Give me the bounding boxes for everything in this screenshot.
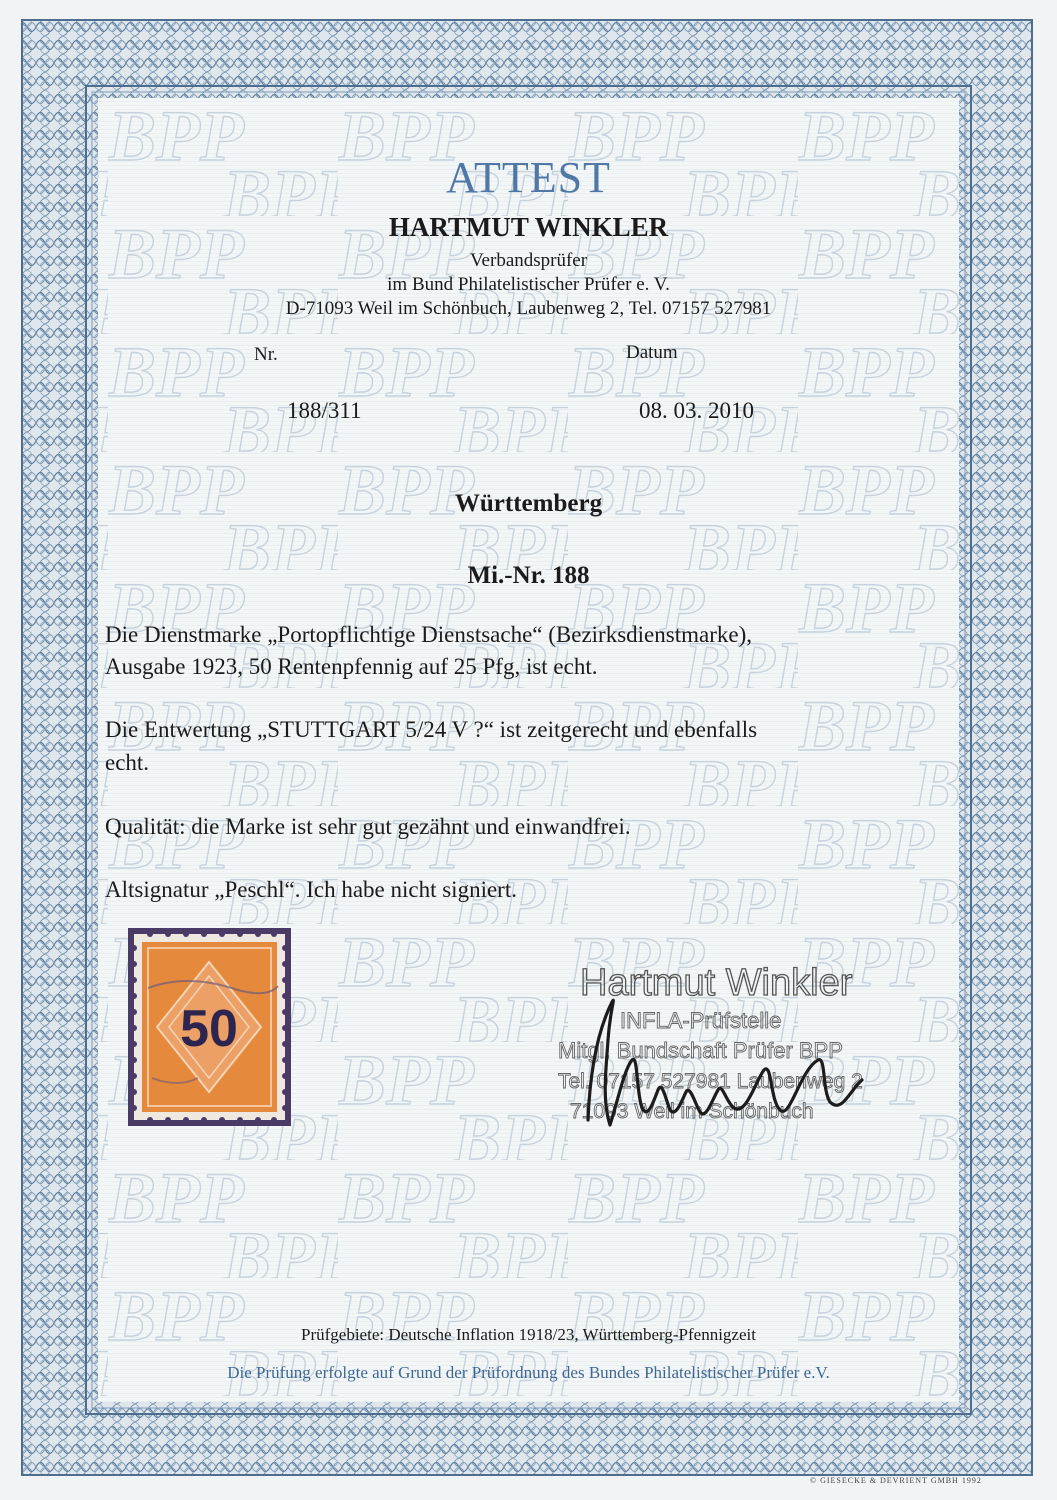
footer-testing-fields: Prüfgebiete: Deutsche Inflation 1918/23, Württemberg-Pfennigzeit	[301, 1325, 756, 1344]
date-label: Datum	[626, 342, 678, 363]
handstamp-line-4: Tel. 07157 527981 Laubenweg 2	[558, 1070, 863, 1093]
catalog-number: Mi.-Nr. 188	[467, 562, 590, 589]
paragraph-quality: Qualität: die Marke ist sehr gut gezähnt und einwandfrei.	[105, 814, 631, 839]
examiner-address: D-71093 Weil im Schönbuch, Laubenweg 2, Tel. 07157 527981	[285, 298, 772, 319]
printer-mark: © GIESECKE & DEVRIENT GMBH 1992	[810, 1476, 982, 1485]
paragraph-description-line-1: Die Dienstmarke „Portopflichtige Dienstsache“ (Bezirksdienstmarke),	[105, 622, 752, 647]
examiner-handstamp	[550, 950, 910, 1140]
paragraph-cancellation-line-2: echt.	[105, 750, 150, 775]
handstamp-line-2: INFLA-Prüfstelle	[620, 1008, 782, 1033]
certificate-number: 188/311	[287, 398, 362, 423]
postage-stamp-image	[128, 928, 291, 1126]
certificate-date: 08. 03. 2010	[639, 398, 754, 423]
examiner-name: HARTMUT WINKLER	[388, 212, 669, 242]
association: im Bund Philatelistischer Prüfer e. V.	[387, 274, 670, 295]
country-heading: Württemberg	[454, 490, 603, 517]
paragraph-cancellation-line-1: Die Entwertung „STUTTGART 5/24 V ?“ ist zeitgerecht und ebenfalls	[105, 717, 758, 742]
footer-regulation-note: Die Prüfung erfolgte auf Grund der Prüfordnung des Bundes Philatelistischer Prüfer e.V.	[227, 1363, 830, 1382]
examiner-role: Verbandsprüfer	[469, 250, 588, 271]
handstamp-line-5: 71093 Weil im Schönbuch	[570, 1100, 814, 1123]
stamp-overprint-value: 50	[180, 1000, 238, 1058]
certificate-title: ATTEST	[446, 153, 611, 202]
paragraph-description-line-2: Ausgabe 1923, 50 Rentenpfennig auf 25 Pfg, ist echt.	[105, 654, 598, 679]
paragraph-signature: Altsignatur „Peschl“. Ich habe nicht signiert.	[105, 877, 517, 902]
handstamp-name: Hartmut Winkler	[580, 962, 853, 1004]
handstamp-line-3: Mitgl. Bundschaft Prüfer BPP	[558, 1038, 843, 1063]
nr-label: Nr.	[254, 344, 278, 365]
